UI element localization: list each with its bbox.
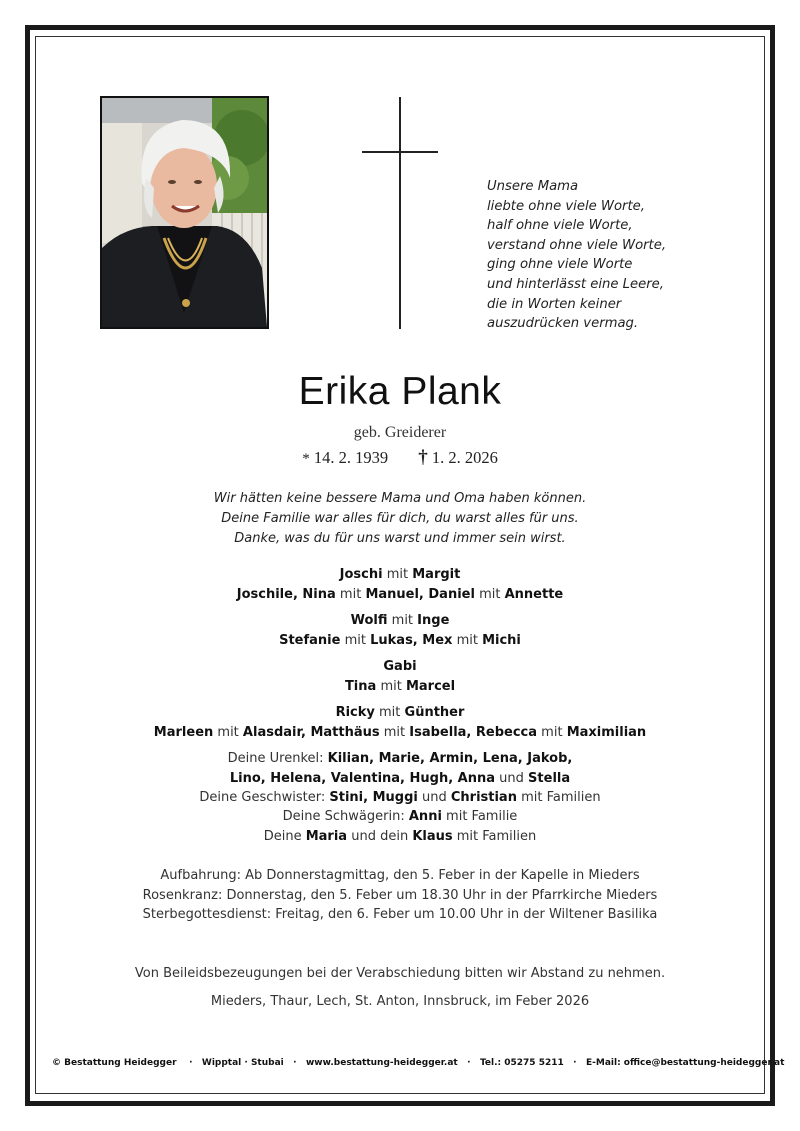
birth-symbol: * <box>302 451 310 467</box>
relatives-label: Deine Urenkel: <box>227 751 324 766</box>
family-name: Kilian, Marie, Armin, Lena, Jakob, <box>327 751 573 766</box>
poem-line: liebte ohne viele Worte, <box>487 198 645 214</box>
family-line <box>0 633 800 648</box>
quote-line: Deine Familie war alles für dich, du warst alles für uns. <box>221 511 579 526</box>
sister-in-law-line <box>0 809 800 824</box>
family-name: Maria <box>305 829 348 844</box>
footer-region: Wipptal · Stubai <box>201 1058 284 1068</box>
farewell-quote <box>0 489 800 549</box>
connector: und <box>421 790 447 805</box>
connector: mit <box>383 725 406 740</box>
relatives-label: Deine Schwägerin: <box>282 809 405 824</box>
family-name: Margit <box>412 567 461 582</box>
great-grandchildren-line <box>0 751 800 766</box>
life-dates <box>0 447 800 469</box>
connector: mit <box>541 725 563 740</box>
footer-separator: · <box>573 1058 577 1068</box>
family-name: Lino, Helena, Valentina, Hugh, Anna <box>229 771 496 786</box>
family-name: Michi <box>482 633 521 648</box>
cross-horizontal <box>362 151 438 153</box>
relatives-label: Deine Geschwister: <box>199 790 326 805</box>
family-line <box>0 587 800 602</box>
family-name: Annette <box>504 587 564 602</box>
birth-name: geb. Greiderer <box>353 424 447 441</box>
siblings-line <box>0 790 800 805</box>
service-rosary: Rosenkranz: Donnerstag, den 5. Feber um 18.30 Uhr in der Pfarrkirche Mieders <box>142 888 658 903</box>
portrait-photo <box>100 96 269 329</box>
quote-line: Wir hätten keine bessere Mama und Oma haben können. <box>213 491 587 506</box>
family-name: Alasdair, Matthäus <box>242 725 380 740</box>
poem-line: half ohne viele Worte, <box>487 218 633 234</box>
family-name: Joschi <box>339 567 383 582</box>
connector: mit <box>344 633 366 648</box>
deceased-name: Erika Plank <box>298 370 502 413</box>
connector: mit <box>339 587 362 602</box>
footer-separator: · <box>189 1058 193 1068</box>
poem-line: auszudrücken vermag. <box>487 316 639 332</box>
poem-line: ging ohne viele Worte <box>487 257 633 273</box>
connector: mit Familien <box>456 829 537 844</box>
connector: mit <box>380 679 402 694</box>
footer <box>52 1058 785 1068</box>
poem-line: Unsere Mama <box>487 179 579 194</box>
family-name: Manuel, Daniel <box>365 587 475 602</box>
poem-line: und hinterlässt eine Leere, <box>487 276 664 292</box>
family-name: Joschile, Nina <box>236 587 336 602</box>
family-name: Stefanie <box>279 633 341 648</box>
family-name: Stini, Muggi <box>329 790 418 805</box>
family-name: Tina <box>344 679 377 694</box>
family-name: Wolfi <box>350 613 388 628</box>
connector: mit <box>379 705 401 720</box>
cross-vertical <box>399 97 401 329</box>
family-name: Christian <box>450 790 517 805</box>
family-name: Gabi <box>383 659 417 674</box>
poem-line: die in Worten keiner <box>487 296 622 312</box>
connector: und dein <box>351 829 409 844</box>
footer-website[interactable]: www.bestattung-heidegger.at <box>305 1058 458 1068</box>
family-name: Marcel <box>405 679 456 694</box>
death-symbol: † <box>418 447 428 468</box>
great-grandchildren-line <box>0 771 800 786</box>
family-name: Günther <box>404 705 465 720</box>
family-line <box>0 679 800 694</box>
connector: mit <box>386 567 409 582</box>
family-line <box>0 567 800 582</box>
quote-line: Danke, was du für uns warst und immer sein wirst. <box>234 531 566 546</box>
family-line <box>0 659 800 674</box>
condolence-note: Von Beileidsbezeugungen bei der Verabschiedung bitten wir Abstand zu nehmen. <box>134 966 666 981</box>
maria-klaus-line <box>0 829 800 844</box>
death-date: 1. 2. 2026 <box>431 448 498 467</box>
family-line <box>0 613 800 628</box>
family-name: Stella <box>528 771 571 786</box>
footer-phone: Tel.: 05275 5211 <box>479 1058 564 1068</box>
connector: Deine <box>263 829 302 844</box>
family-name: Inge <box>417 613 450 628</box>
connector: mit Familien <box>521 790 601 805</box>
connector: mit <box>456 633 478 648</box>
connector: mit <box>479 587 501 602</box>
poem-line: verstand ohne viele Worte, <box>487 237 667 253</box>
family-line <box>0 725 800 740</box>
footer-company: © Bestattung Heidegger <box>52 1058 177 1068</box>
family-name: Klaus <box>412 829 453 844</box>
connector: und <box>499 771 524 786</box>
service-wake: Aufbahrung: Ab Donnerstagmittag, den 5. Feber in der Kapelle in Mieders <box>160 868 640 883</box>
footer-email[interactable]: E-Mail: office@bestattung-heidegger.at <box>585 1058 785 1068</box>
connector: mit <box>391 613 414 628</box>
family-name: Marleen <box>153 725 214 740</box>
family-name: Lukas, Mex <box>370 633 453 648</box>
poem <box>487 177 737 334</box>
connector: mit <box>217 725 239 740</box>
birth-date: 14. 2. 1939 <box>313 448 389 467</box>
connector: mit Familie <box>446 809 518 824</box>
family-name: Ricky <box>335 705 375 720</box>
family-name: Maximilian <box>566 725 647 740</box>
family-line <box>0 705 800 720</box>
footer-separator: · <box>293 1058 297 1068</box>
family-name: Anni <box>408 809 442 824</box>
service-funeral-mass: Sterbegottesdienst: Freitag, den 6. Feber um 10.00 Uhr in der Wiltener Basilika <box>142 907 658 922</box>
footer-separator: · <box>467 1058 471 1068</box>
place-date: Mieders, Thaur, Lech, St. Anton, Innsbruck, im Feber 2026 <box>210 994 590 1009</box>
family-name: Isabella, Rebecca <box>409 725 538 740</box>
